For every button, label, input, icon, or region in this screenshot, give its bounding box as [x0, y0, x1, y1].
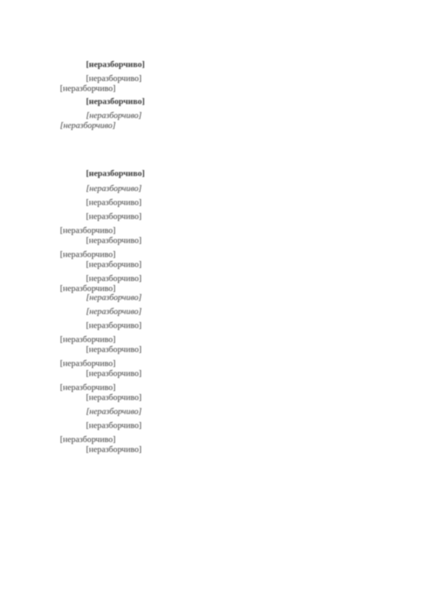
communicative-heading: [неразборчиво]: [86, 407, 142, 416]
plan-heading: [неразборчиво]: [86, 169, 145, 178]
subject-result-item: [неразборчиво]: [60, 226, 116, 235]
regulatory-item: [неразборчиво]: [86, 393, 142, 402]
subject-result-item: [неразборчиво]: [86, 212, 142, 221]
regulatory-item: [неразборчиво]: [60, 359, 116, 368]
author-info-line: [неразборчиво]: [86, 111, 142, 120]
document-subtitle-line: [неразборчиво]: [86, 74, 142, 83]
communicative-item: [неразборчиво]: [86, 421, 142, 430]
subject-result-item: [неразборчиво]: [86, 260, 142, 269]
regulatory-item: [неразборчиво]: [86, 321, 142, 330]
subject-result-item: [неразборчиво]: [86, 236, 142, 245]
subject-results-heading: [неразборчиво]: [86, 184, 142, 193]
document-body: [60, 52, 390, 572]
communicative-item: [неразборчиво]: [86, 445, 142, 454]
subject-result-item: [неразборчиво]: [86, 198, 142, 207]
regulatory-item: [неразборчиво]: [60, 335, 116, 344]
author-name: [неразборчиво]: [86, 97, 145, 106]
communicative-item: [неразборчиво]: [60, 435, 116, 444]
subject-result-item: [неразборчиво]: [60, 284, 116, 293]
regulatory-item: [неразборчиво]: [60, 383, 116, 392]
subject-result-item: [неразборчиво]: [86, 274, 142, 283]
document-title: [неразборчиво]: [86, 60, 145, 69]
subject-result-item: [неразборчиво]: [60, 250, 116, 259]
meta-results-heading: [неразборчиво]: [86, 293, 142, 302]
regulatory-item: [неразборчиво]: [86, 345, 142, 354]
regulatory-heading: [неразборчиво]: [86, 307, 142, 316]
regulatory-item: [неразборчиво]: [86, 369, 142, 378]
author-info-line: [неразборчиво]: [60, 121, 116, 130]
document-subtitle-line: [неразборчиво]: [60, 84, 116, 93]
